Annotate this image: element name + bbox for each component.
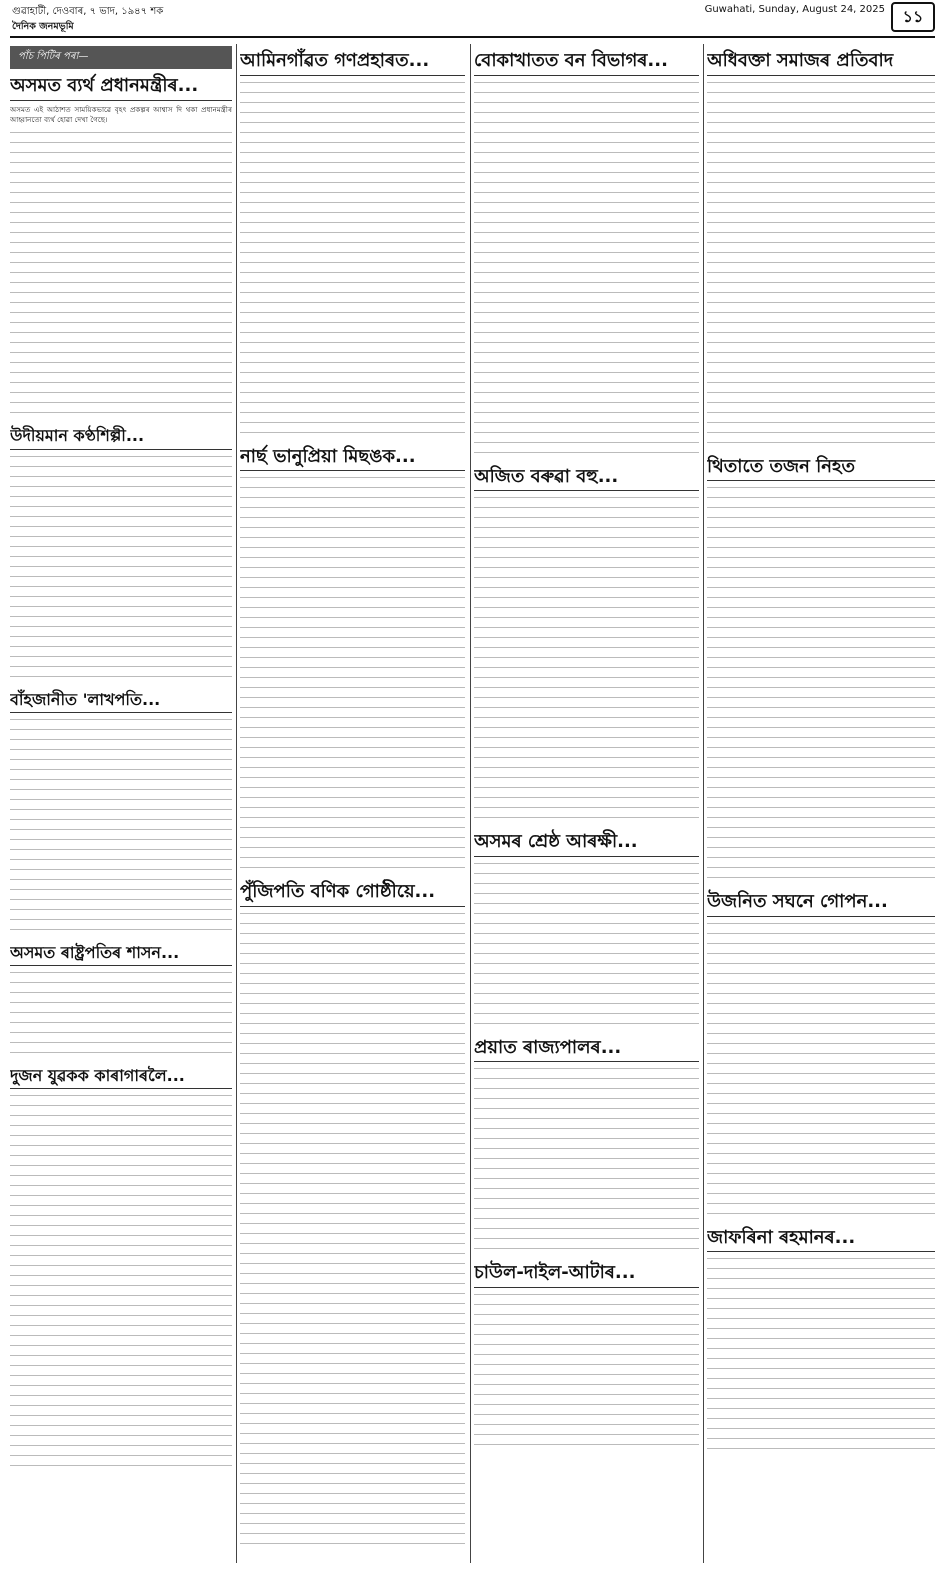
column-divider [470, 44, 471, 1563]
article-body-text [10, 1093, 232, 1473]
column-divider [703, 44, 704, 1563]
article-body-text [474, 861, 699, 1031]
column-2 [240, 44, 465, 1563]
article-headline: অসমত ব্যৰ্থ প্ৰধানমন্ত্ৰীৰ... [10, 75, 232, 101]
article-body-text [240, 911, 465, 1551]
masthead-local-date: গুৱাহাটী, দেওবাৰ, ৭ ভাদ, ১৯৪৭ শক [12, 6, 164, 17]
article-headline: প্ৰয়াত ৰাজ্যপালৰ... [474, 1037, 699, 1063]
page-number: ১১ [891, 2, 935, 32]
article-body-text [707, 485, 935, 885]
article-body-text [240, 475, 465, 875]
article-body: অসমত এই আঠাশত সাময়িকভাৱে বৃহৎ প্ৰকল্পৰ আশ্বাস দি থকা প্ৰধানমন্ত্ৰীৰ আহ্বানতো ব্যৰ্থ হোৱা দেখা গৈছে। [10, 104, 232, 124]
masthead-english-date: Guwahati, Sunday, August 24, 2025 [704, 4, 885, 15]
article-headline: অজিত বৰুৱা বহু... [474, 466, 699, 492]
article-body-text [707, 1256, 935, 1456]
article-body-text [474, 1066, 699, 1256]
column-divider [236, 44, 237, 1563]
article-body-text [10, 970, 232, 1060]
masthead [0, 0, 945, 44]
article-headline: জাফৰিনা ৰহমানৰ... [707, 1227, 935, 1253]
article-headline: অধিবক্তা সমাজৰ প্ৰতিবাদ [707, 50, 935, 76]
article-headline: অসমত ৰাষ্ট্ৰপতিৰ শাসন... [10, 943, 232, 966]
article-headline: নাৰ্ছ ভানুপ্ৰিয়া মিছঙক... [240, 446, 465, 472]
article-headline: অসমৰ শ্ৰেষ্ঠ আৰক্ষী... [474, 831, 699, 857]
article-headline: উজনিত সঘনে গোপন... [707, 891, 935, 917]
article-body-text [474, 80, 699, 460]
article-body-text [707, 921, 935, 1221]
article-headline: বোকাখাতত বন বিভাগৰ... [474, 50, 699, 76]
article-headline: আমিনগাঁৱত গণপ্ৰহাৰত... [240, 50, 465, 76]
article-body-text [10, 130, 232, 420]
masthead-paper-name: দৈনিক জনমভূমি [12, 21, 74, 32]
article-body-text [474, 495, 699, 825]
article-headline: থিতাতে তজন নিহত [707, 456, 935, 482]
article-headline: বাঁহজানীত 'লাখপতি... [10, 690, 232, 713]
article-body-text [240, 80, 465, 440]
article-body-text [474, 1292, 699, 1452]
column-1 [10, 44, 232, 1563]
masthead-rule [10, 36, 935, 38]
article-headline: দুজন যুৱকক কাৰাগাৰলৈ... [10, 1066, 232, 1089]
column-3 [474, 44, 699, 1563]
article-headline: চাউল-দাইল-আটাৰ... [474, 1262, 699, 1288]
article-body-text [707, 80, 935, 450]
continuation-kicker: পাঁচ পিটিৰ পৰা— [10, 46, 232, 69]
article-headline: উদীয়মান কণ্ঠশিল্পী... [10, 426, 232, 449]
article-headline: পুঁজিপতি বণিক গোষ্ঠীয়ে... [240, 881, 465, 907]
column-4 [707, 44, 935, 1563]
article-body-text [10, 454, 232, 684]
article-body-text [10, 717, 232, 937]
